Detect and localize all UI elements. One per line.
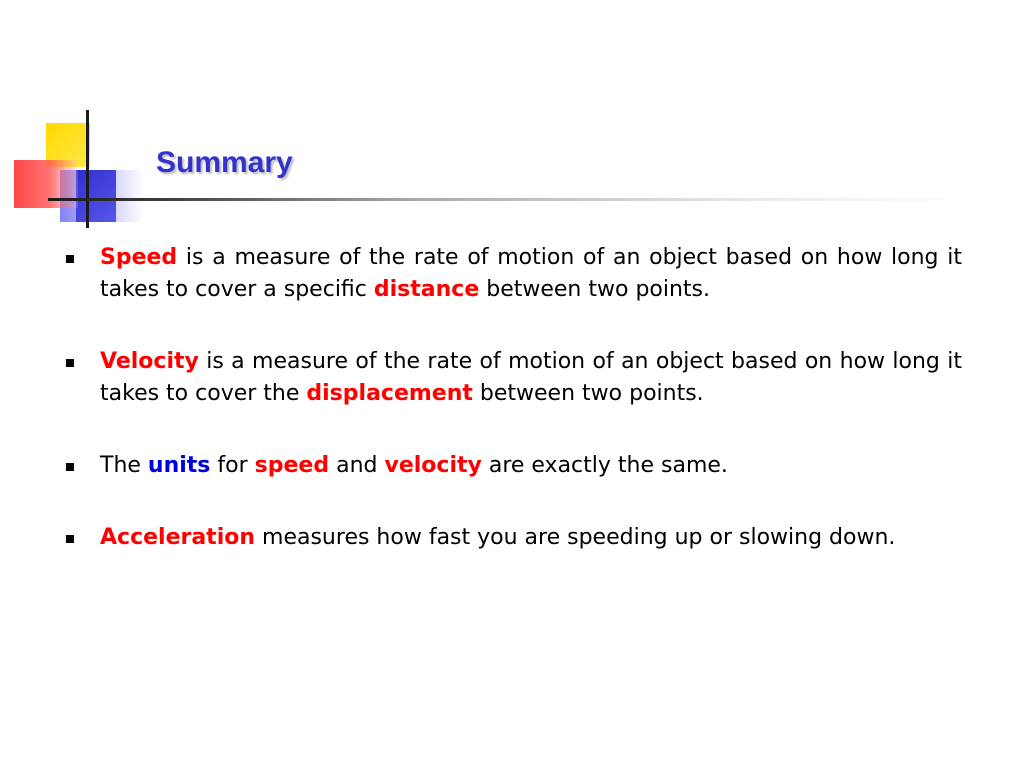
bullet-text: is a measure of the rate of motion of an object based on how long it takes to cover the bbox=[100, 349, 962, 406]
bullet-text: The bbox=[100, 453, 148, 478]
bullet-text: for bbox=[210, 453, 255, 478]
bullet-text: and bbox=[329, 453, 385, 478]
term-acceleration: Acceleration bbox=[100, 525, 256, 550]
term-distance: distance bbox=[373, 277, 480, 302]
slide-logo-decoration bbox=[0, 0, 160, 240]
title-underline-rule bbox=[48, 198, 960, 201]
bullet-item-acceleration bbox=[60, 522, 962, 554]
bullet-text: is a measure of the rate of motion of an object based on how long it takes to cover a specific bbox=[100, 245, 962, 302]
bullet-text: are exactly the same. bbox=[481, 453, 728, 478]
blue-square-decoration bbox=[76, 170, 116, 222]
term-velocity: Velocity bbox=[100, 349, 199, 374]
bullet-list bbox=[60, 242, 962, 594]
square-bullet-icon bbox=[66, 463, 74, 471]
slide-title: Summary bbox=[156, 146, 293, 179]
vertical-rule bbox=[86, 110, 89, 228]
bullet-item-velocity bbox=[60, 346, 962, 410]
term-speed-lower: speed bbox=[254, 453, 330, 478]
term-speed: Speed bbox=[100, 245, 178, 270]
bullet-text: between two points. bbox=[479, 277, 711, 302]
bullet-item-units bbox=[60, 450, 962, 482]
bullet-text: measures how fast you are speeding up or slowing down. bbox=[255, 525, 896, 550]
term-velocity-lower: velocity bbox=[384, 453, 482, 478]
term-displacement: displacement bbox=[306, 381, 473, 406]
square-bullet-icon bbox=[66, 535, 74, 543]
bullet-item-speed bbox=[60, 242, 962, 306]
term-units: units bbox=[147, 453, 211, 478]
square-bullet-icon bbox=[66, 359, 74, 367]
bullet-text: between two points. bbox=[472, 381, 704, 406]
square-bullet-icon bbox=[66, 255, 74, 263]
